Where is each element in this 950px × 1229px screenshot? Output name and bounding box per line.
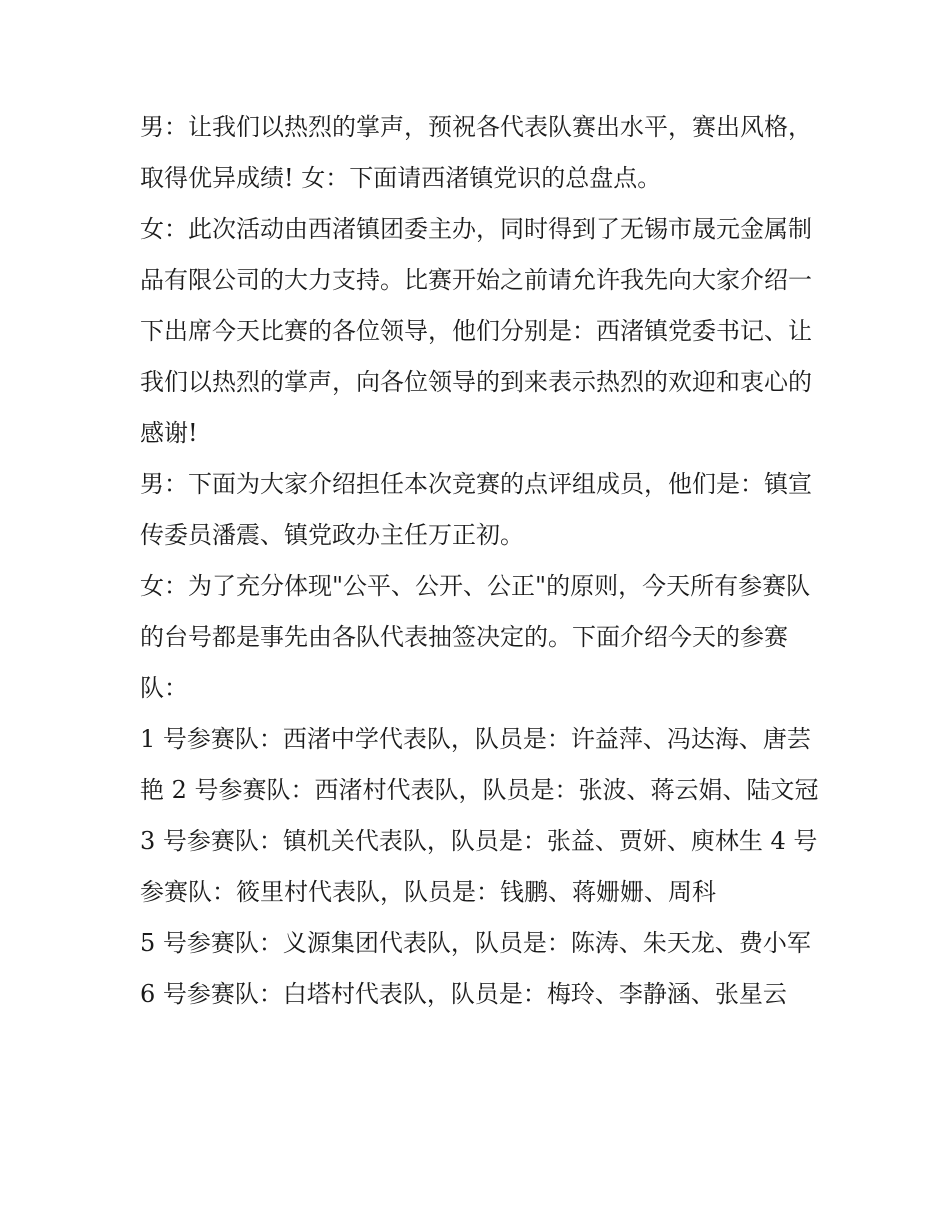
document-body bbox=[140, 102, 820, 1020]
paragraph-teams-3-4: 3 号参赛队：镇机关代表队，队员是：张益、贾妍、庾林生 4 号参赛队：筱里村代表队，队员是：钱鹏、蒋姗姗、周科 bbox=[140, 827, 818, 906]
paragraph-teams-5-6: 5 号参赛队：义源集团代表队，队员是：陈涛、朱天龙、费小军 6 号参赛队：白塔村代表队，队员是：梅玲、李静涵、张星云 bbox=[140, 929, 811, 1008]
paragraph-closing-remarks: 男：让我们以热烈的掌声，预祝各代表队赛出水平，赛出风格，取得优异成绩! 女：下面请西渚镇党识的总盘点。 bbox=[140, 113, 812, 192]
paragraph-review-panel: 男：下面为大家介绍担任本次竞赛的点评组成员，他们是：镇宣传委员潘震、镇党政办主任万正初。 bbox=[140, 470, 812, 549]
paragraph-teams-1-2: 1 号参赛队：西渚中学代表队，队员是：许益萍、冯达海、唐芸艳 2 号参赛队：西渚村代表队，队员是：张波、蒋云娟、陆文冠 bbox=[140, 725, 819, 804]
paragraph-sponsors-and-leaders: 女：此次活动由西渚镇团委主办，同时得到了无锡市晟元金属制品有限公司的大力支持。比赛开始之前请允许我先向大家介绍一下出席今天比赛的各位领导，他们分别是：西渚镇党委书记、让我们以热烈的掌声，向各位领导的到来表示热烈的欢迎和衷心的感谢! bbox=[140, 215, 812, 447]
paragraph-fairness-principle: 女：为了充分体现"公平、公开、公正"的原则，今天所有参赛队的台号都是事先由各队代表抽签决定的。下面介绍今天的参赛队： bbox=[140, 572, 811, 702]
